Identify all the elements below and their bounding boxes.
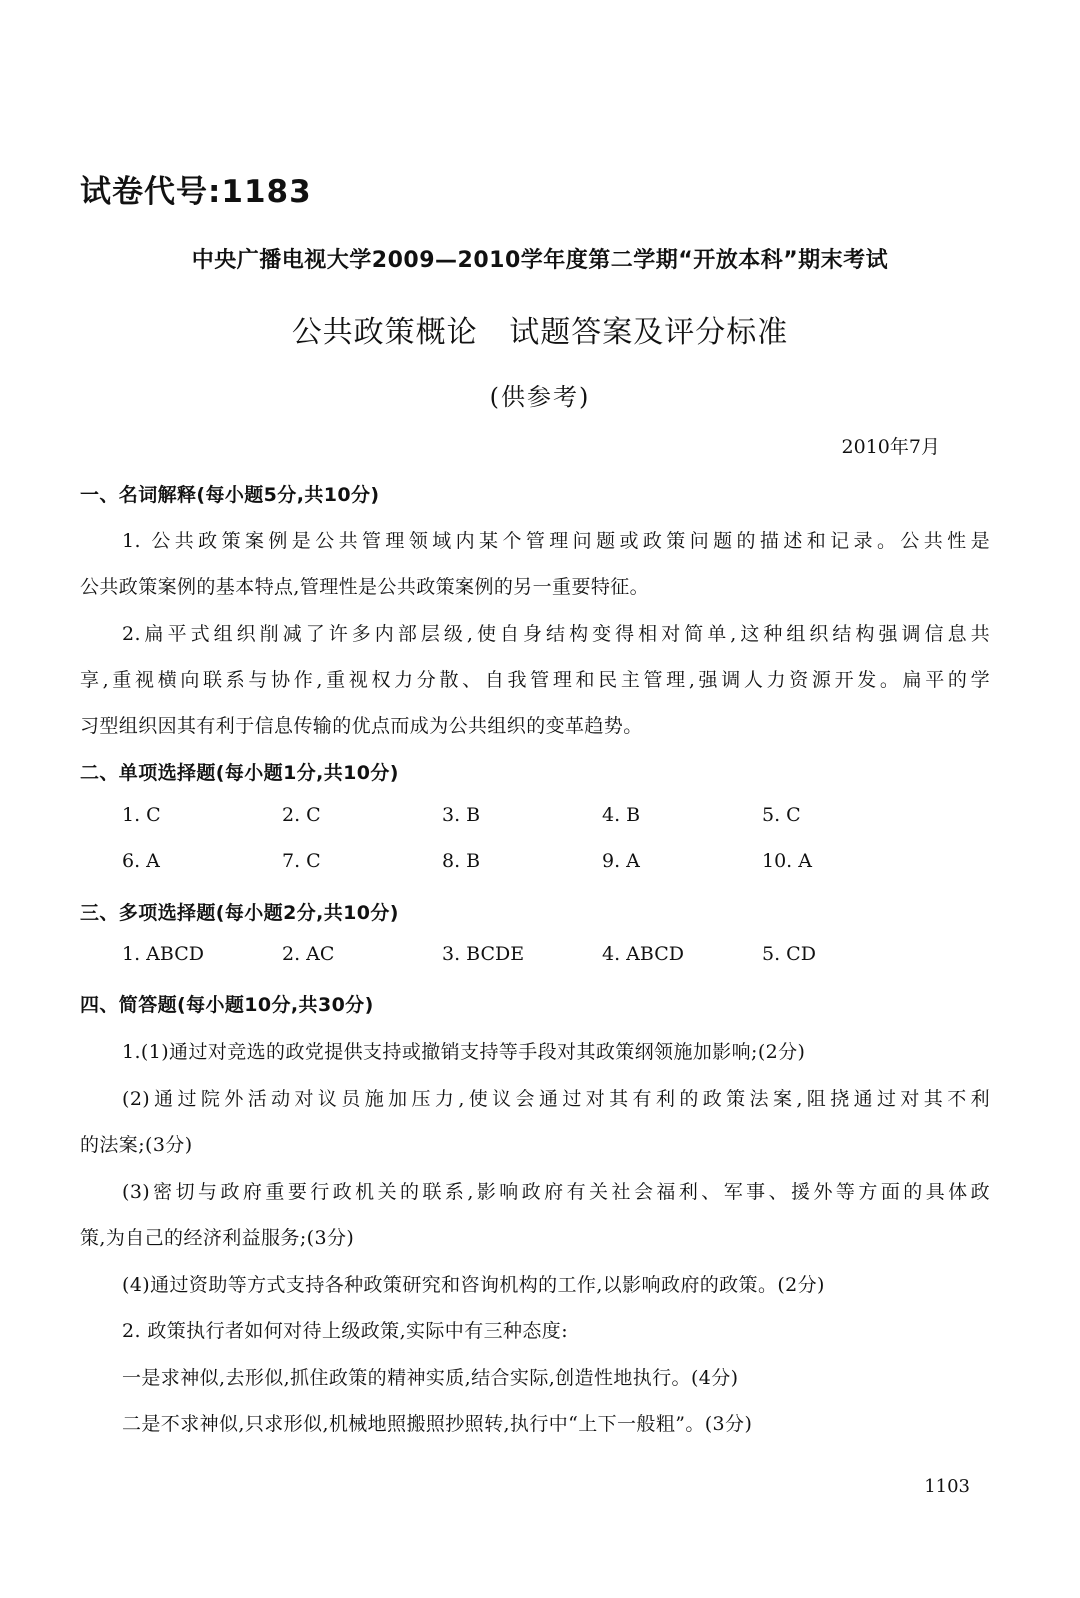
answer-item: 4. B: [602, 804, 641, 826]
paragraph-line: 1. 公共政策案例是公共管理领域内某个管理问题或政策问题的描述和记录。公共性是: [122, 530, 990, 552]
answer-item: 3. BCDE: [442, 943, 525, 965]
section-heading-single-choice: 二、单项选择题(每小题1分,共10分): [80, 762, 399, 784]
answer-item: 3. B: [442, 804, 481, 826]
answer-row: [122, 804, 922, 826]
answer-item: 1. C: [122, 804, 161, 826]
answer-item: 9. A: [602, 850, 640, 872]
paragraph-line: 2. 政策执行者如何对待上级政策,实际中有三种态度:: [122, 1320, 569, 1342]
exam-code: 试卷代号:1183: [80, 174, 312, 210]
answer-item: 8. B: [442, 850, 481, 872]
paragraph-line: 一是求神似,去形似,抓住政策的精神实质,结合实际,创造性地执行。(4分): [122, 1367, 739, 1389]
paragraph-line: (2)通过院外活动对议员施加压力,使议会通过对其有利的政策法案,阻挠通过对其不利: [122, 1088, 990, 1110]
paragraph-line: 2.扁平式组织削减了许多内部层级,使自身结构变得相对简单,这种组织结构强调信息共: [122, 623, 990, 645]
answer-item: 7. C: [282, 850, 321, 872]
reference-note: (供参考): [489, 383, 591, 411]
paragraph-line: (4)通过资助等方式支持各种政策研究和咨询机构的工作,以影响政府的政策。(2分): [122, 1274, 825, 1296]
answer-item: 10. A: [762, 850, 812, 872]
answer-item: 6. A: [122, 850, 160, 872]
page-number: 1103: [924, 1476, 970, 1497]
document-date: 2010年7月: [841, 436, 940, 458]
paragraph-line: 习型组织因其有利于信息传输的优点而成为公共组织的变革趋势。: [80, 715, 643, 737]
answer-item: 4. ABCD: [602, 943, 684, 965]
paragraph-line: 的法案;(3分): [80, 1134, 193, 1156]
answer-item: 5. C: [762, 804, 801, 826]
section-heading-multiple-choice: 三、多项选择题(每小题2分,共10分): [80, 902, 399, 924]
section-heading-definitions: 一、名词解释(每小题5分,共10分): [80, 484, 380, 506]
paragraph-line: (3)密切与政府重要行政机关的联系,影响政府有关社会福利、军事、援外等方面的具体政: [122, 1181, 990, 1203]
section-heading-short-answer: 四、简答题(每小题10分,共30分): [80, 994, 374, 1016]
answer-item: 5. CD: [762, 943, 816, 965]
paragraph-line: 二是不求神似,只求形似,机械地照搬照抄照转,执行中“上下一般粗”。(3分): [122, 1413, 753, 1435]
paragraph-line: 策,为自己的经济利益服务;(3分): [80, 1227, 355, 1249]
answer-item: 1. ABCD: [122, 943, 204, 965]
paragraph-line: 公共政策案例的基本特点,管理性是公共政策案例的另一重要特征。: [80, 576, 650, 598]
answer-item: 2. C: [282, 804, 321, 826]
answer-row: [122, 943, 922, 965]
paragraph-line: 享,重视横向联系与协作,重视权力分散、自我管理和民主管理,强调人力资源开发。扁平的学: [80, 669, 990, 691]
answer-item: 2. AC: [282, 943, 335, 965]
answer-row: [122, 850, 922, 872]
document-title: 公共政策概论 试题答案及评分标准: [291, 315, 789, 350]
university-title: 中央广播电视大学2009—2010学年度第二学期“开放本科”期末考试: [191, 248, 889, 273]
paragraph-line: 1.(1)通过对竞选的政党提供支持或撤销支持等手段对其政策纲领施加影响;(2分): [122, 1041, 806, 1063]
